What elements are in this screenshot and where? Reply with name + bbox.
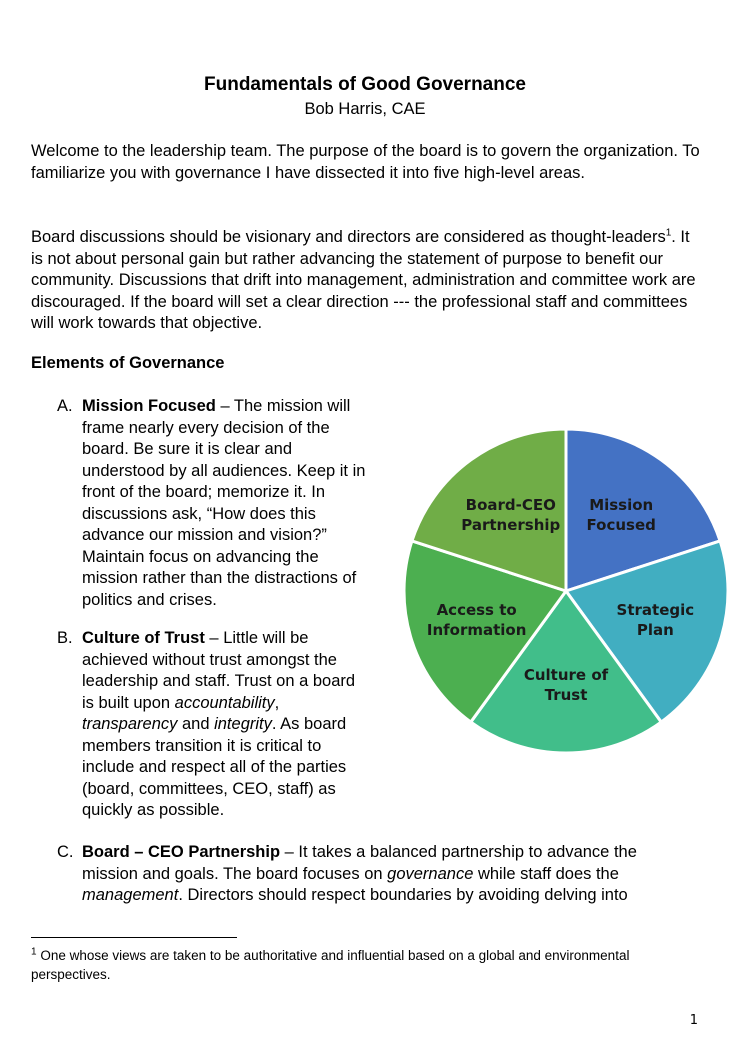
- paragraph-text: Board discussions should be visionary and directors are considered as thought-leaders: [31, 228, 666, 246]
- item-board-ceo-partnership: [82, 842, 692, 907]
- item-text: – Little will be achieved without trust amongst the leadership and staff. Trust on a board is built upon: [82, 629, 356, 712]
- footnote-divider: [31, 937, 237, 938]
- pie-slice-label-line: Plan: [636, 621, 674, 640]
- item-emphasis: integrity: [214, 715, 272, 733]
- item-emphasis: management: [82, 886, 179, 904]
- item-text: ,: [274, 693, 280, 712]
- pie-slice-label-line: Trust: [544, 685, 588, 704]
- item-letter: A.: [57, 397, 73, 415]
- pie-slice-label-line: Access to: [436, 601, 517, 620]
- item-label: Culture of Trust: [82, 629, 205, 647]
- pie-slice-label-line: Culture of: [523, 665, 609, 684]
- governance-pie-chart: [396, 420, 736, 765]
- pie-slice-label-line: Mission: [589, 495, 654, 514]
- item-text: – The mission will frame nearly every decision of the board. Be sure it is clear and understood by all audiences. Keep it in front of the board; memorize it. In discussions ask, “How does this advance our mission and vision?” Maintain focus on advancing the mission rather than the distractions of politics and crises.: [82, 397, 366, 609]
- item-culture-of-trust: [82, 628, 367, 822]
- intro-paragraph: Welcome to the leadership team. The purpose of the board is to govern the organization. To familiarize you with governance I have dissected it into five high-level areas.: [31, 142, 700, 182]
- board-discussion-paragraph: [31, 227, 703, 335]
- item-text: . Directors should respect boundaries by avoiding delving into: [178, 886, 628, 904]
- item-text: while staff does the: [473, 864, 619, 883]
- footnote: [31, 946, 703, 984]
- section-heading: Elements of Governance: [31, 354, 225, 372]
- item-text: – It takes a balanced partnership to advance the mission and goals. The board focuses on: [82, 843, 637, 883]
- item-text: . As board members transition it is critical to include and respect all of the parties (board, committees, CEO, staff) as quickly as possible.: [82, 715, 347, 819]
- document-title: Fundamentals of Good Governance: [204, 74, 526, 95]
- item-label: Board – CEO Partnership: [82, 843, 281, 861]
- item-letter: C.: [57, 843, 74, 861]
- footnote-marker: 1: [31, 946, 37, 958]
- paragraph-text: . It is not about personal gain but rather advancing the statement of purpose to benefit our community. Discussions that drift into management, administration and committee work are discouraged. If the board will set a clear direction --- the professional staff and committees will work towards that objective.: [31, 228, 696, 332]
- pie-slice-label-line: Focused: [586, 515, 656, 534]
- footnote-reference: 1: [665, 227, 672, 239]
- item-emphasis: transparency: [82, 715, 178, 733]
- item-emphasis: governance: [387, 864, 474, 883]
- pie-slice-label-line: Board-CEO: [465, 495, 556, 514]
- item-letter: B.: [57, 629, 73, 647]
- item-mission-focused: [82, 396, 370, 611]
- item-label: Mission Focused: [82, 397, 216, 415]
- pie-slice-label-line: Information: [426, 621, 527, 640]
- pie-slice-label-line: Strategic: [616, 601, 695, 620]
- page-number: 1: [689, 1013, 698, 1028]
- item-emphasis: accountability: [174, 693, 275, 712]
- footnote-text: One whose views are taken to be authoritative and influential based on a global and environmental perspectives.: [31, 948, 630, 982]
- pie-slice-label-line: Partnership: [461, 515, 561, 534]
- item-text: and: [177, 715, 215, 733]
- document-author: Bob Harris, CAE: [304, 100, 426, 118]
